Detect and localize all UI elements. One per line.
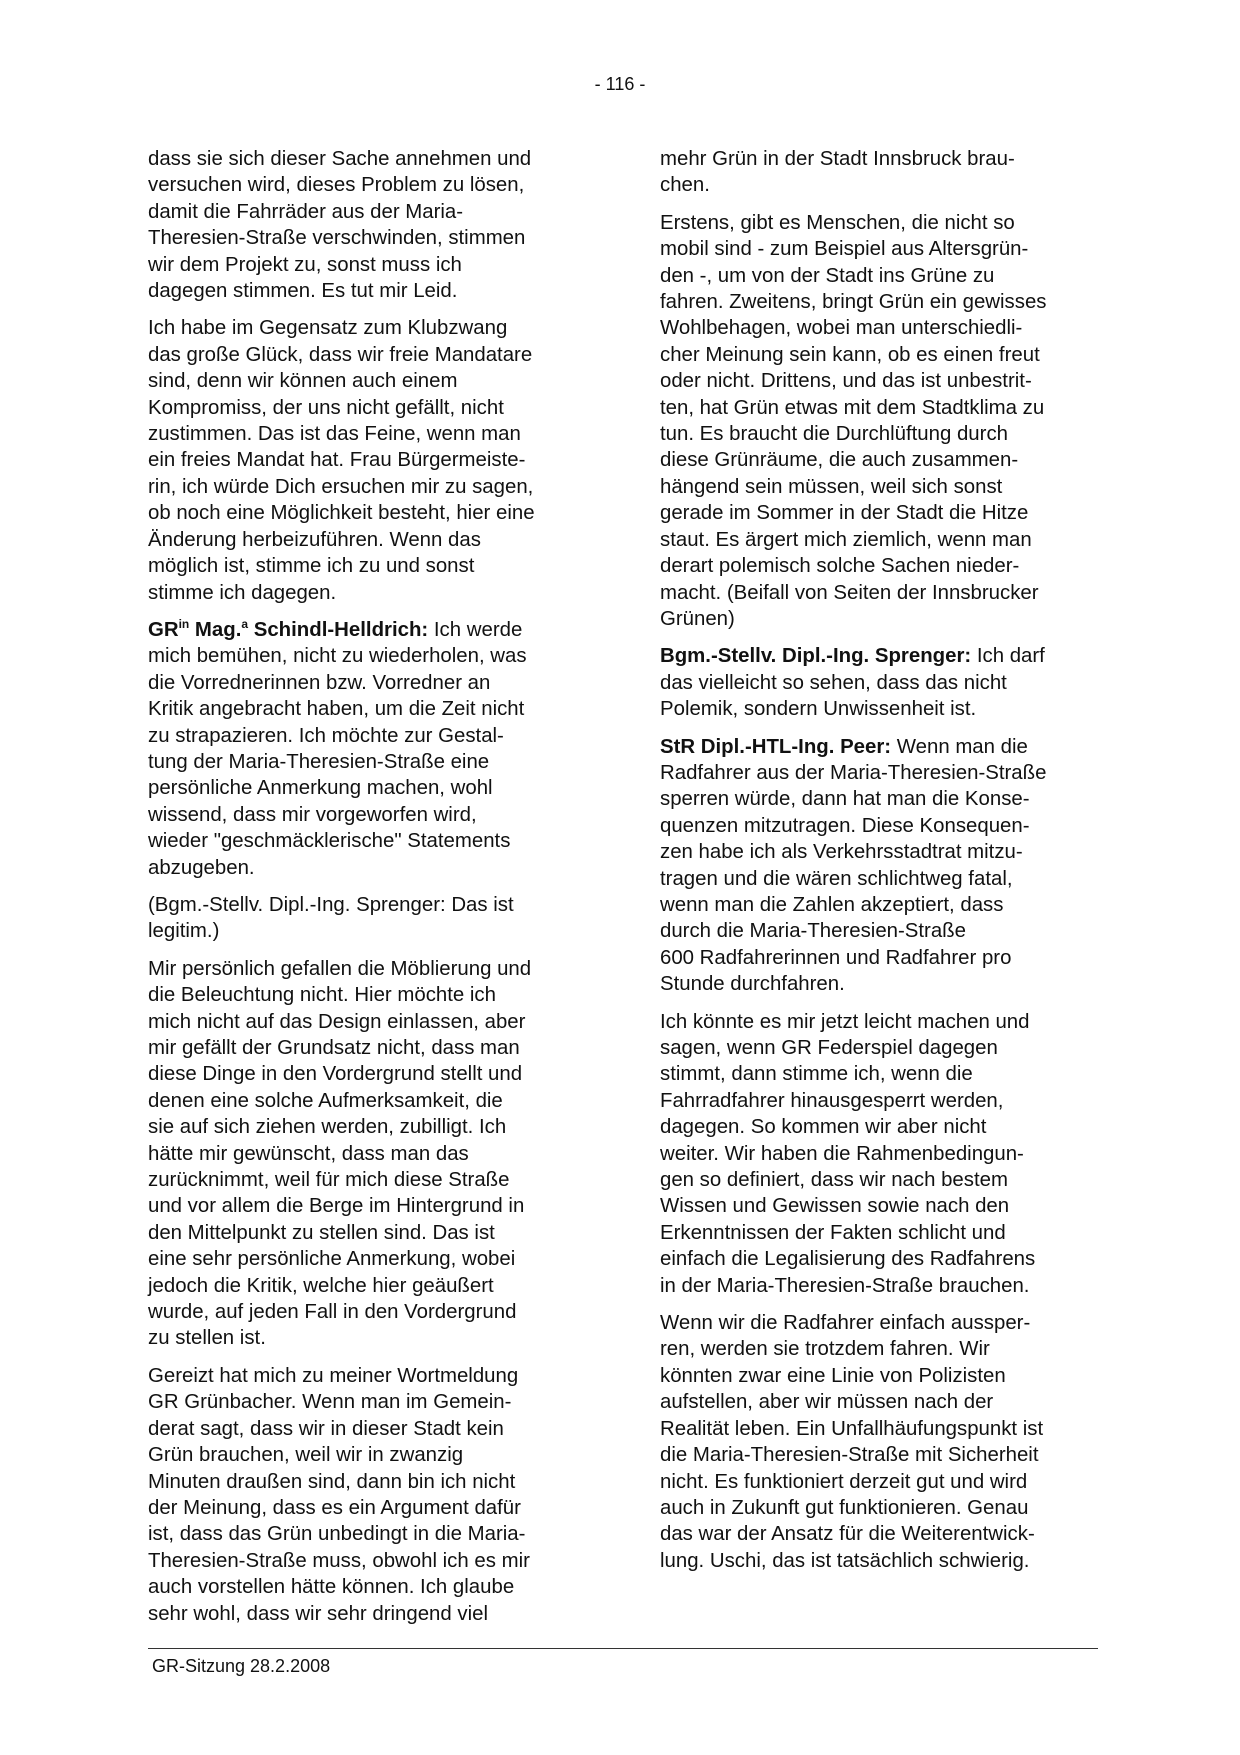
paragraph-speech [148,617,588,881]
right-column [660,146,1100,1585]
paragraph-speech [660,643,1100,722]
speech-text: Ich darf das vielleicht so sehen, dass das nicht Polemik, sondern Unwissenheit ist. [660,645,1045,721]
footer-text: GR-Sitzung 28.2.2008 [152,1656,331,1676]
paragraph-interjection: (Bgm.-Stellv. Dipl.-Ing. Sprenger: Das ist legitim.) [148,893,514,943]
paragraph: Mir persönlich gefallen die Möblierung und die Beleuchtung nicht. Hier möchte ich mich nicht auf das Design einlassen, aber mir gefällt der Grundsatz nicht, dass man diese Dinge in den Vordergrund stellt und denen eine solche Aufmerksamkeit, die sie auf sich ziehen werden, zubilligt. Ich hätte mir gewünscht, dass man das zurücknimmt, weil für mich diese Straße und vor allem die Berge im Hintergrund in den Mittelpunkt zu stellen sind. Das ist eine sehr persönliche Anmerkung, wobei jedoch die Kritik, welche hier geäußert wurde, auf jeden Fall in den Vordergrund zu stellen ist. [148,957,532,1350]
speaker-name: $GR^{in}$ Mag.$^a$ Schindl-Helldrich: [148,616,429,641]
paragraph-speech [660,734,1100,998]
speaker-name: StR Dipl.-HTL-Ing. Peer: [660,735,892,758]
speech-text: Wenn man die Radfahrer aus der Maria-Theresien-Straße sperren würde, dann hat man die Konse- quenzen mitzutragen. Diese Konsequen- zen habe ich als Verkehrsstadtrat mitzu- tragen und die wären schlichtweg fatal, wenn man die Zahlen akzeptiert, dass durch die Maria-Theresien-Straße 600 Radfahrerinnen und Radfahrer pro Stunde durchfahren. [660,735,1047,996]
paragraph: mehr Grün in der Stadt Innsbruck brau- chen. [660,148,1015,197]
paragraph: Wenn wir die Radfahrer einfach aussper- ren, werden sie trotzdem fahren. Wir könnten zwar eine Linie von Polizisten aufstellen, aber wir müssen nach der Realität leben. Ein Unfallhäufungspunkt ist die Maria-Theresien-Straße mit Sicherheit nicht. Es funktioniert derzeit gut und wird auch in Zukunft gut funktionieren. Genau das war der Ansatz für die Weiterentwick- lung. Uschi, das ist tatsächlich schwierig. [660,1312,1044,1572]
speaker-name: Bgm.-Stellv. Dipl.-Ing. Sprenger: [660,645,972,668]
paragraph: Ich könnte es mir jetzt leicht machen und sagen, wenn GR Federspiel dagegen stimmt, dann stimme ich, wenn die Fahrradfahrer hinausgesperrt werden, dagegen. So kommen wir aber nicht weiter. Wir haben die Rahmenbedingun- gen so definiert, dass wir nach bestem Wissen und Gewissen sowie nach den Erkenntnissen der Fakten schlicht und einfach die Legalisierung des Radfahrens in der Maria-Theresien-Straße brauchen. [660,1010,1036,1297]
paragraph: Ich habe im Gegensatz zum Klubzwang das große Glück, dass wir freie Mandatare sind, denn wir können auch einem Kompromiss, der uns nicht gefällt, nicht zustimmen. Das ist das Feine, wenn man ein freies Mandat hat. Frau Bürgermeiste- rin, ich würde Dich ersuchen mir zu sagen, ob noch eine Möglichkeit besteht, hier eine Änderung herbeizuführen. Wenn das möglich ist, stimme ich zu und sonst stimme ich dagegen. [148,317,535,604]
paragraph: Erstens, gibt es Menschen, die nicht so mobil sind - zum Beispiel aus Altersgrün- den -, um von der Stadt ins Grüne zu fahren. Zweitens, bringt Grün ein gewisses Wohlbehagen, wobei man unterschiedli- cher Meinung sein kann, ob es einen freut oder nicht. Drittens, und das ist unbestrit- ten, hat Grün etwas mit dem Stadtklima zu tun. Es braucht die Durchlüftung durch diese Grünräume, die auch zusammen- hängend sein müssen, weil sich sonst gerade im Sommer in der Stadt die Hitze staut. Es ärgert mich ziemlich, wenn man derart polemisch solche Sachen nieder- macht. (Beifall von Seiten der Innsbrucker Grünen) [660,211,1047,630]
paragraph: Gereizt hat mich zu meiner Wortmeldung GR Grünbacher. Wenn man im Gemein- derat sagt, dass wir in dieser Stadt kein Grün brauchen, weil wir in zwanzig Minuten draußen sind, dann bin ich nicht der Meinung, dass es ein Argument dafür ist, dass das Grün unbedingt in die Maria- Theresien-Straße muss, obwohl ich es mir auch vorstellen hätte können. Ich glaube sehr wohl, dass wir sehr dringend viel [148,1364,530,1625]
page-number: - 116 - [594,74,646,94]
paragraph: dass sie sich dieser Sache annehmen und versuchen wird, dieses Problem zu lösen, damit die Fahrräder aus der Maria- Theresien-Straße verschwinden, stimmen wir dem Projekt zu, sonst muss ich dagegen stimmen. Es tut mir Leid. [148,148,532,303]
left-column [148,146,588,1638]
footer-divider [148,1648,1098,1649]
speech-text: Ich werde mich bemühen, nicht zu wiederholen, was die Vorrednerinnen bzw. Vorredner an Kritik angebracht haben, um die Zeit nicht zu strapazieren. Ich möchte zur Gestal- tung der Maria-Theresien-Straße eine persönliche Anmerkung machen, wohl wissend, dass mir vorgeworfen wird, wieder "geschmäcklerische" Statements abzugeben. [148,618,527,879]
